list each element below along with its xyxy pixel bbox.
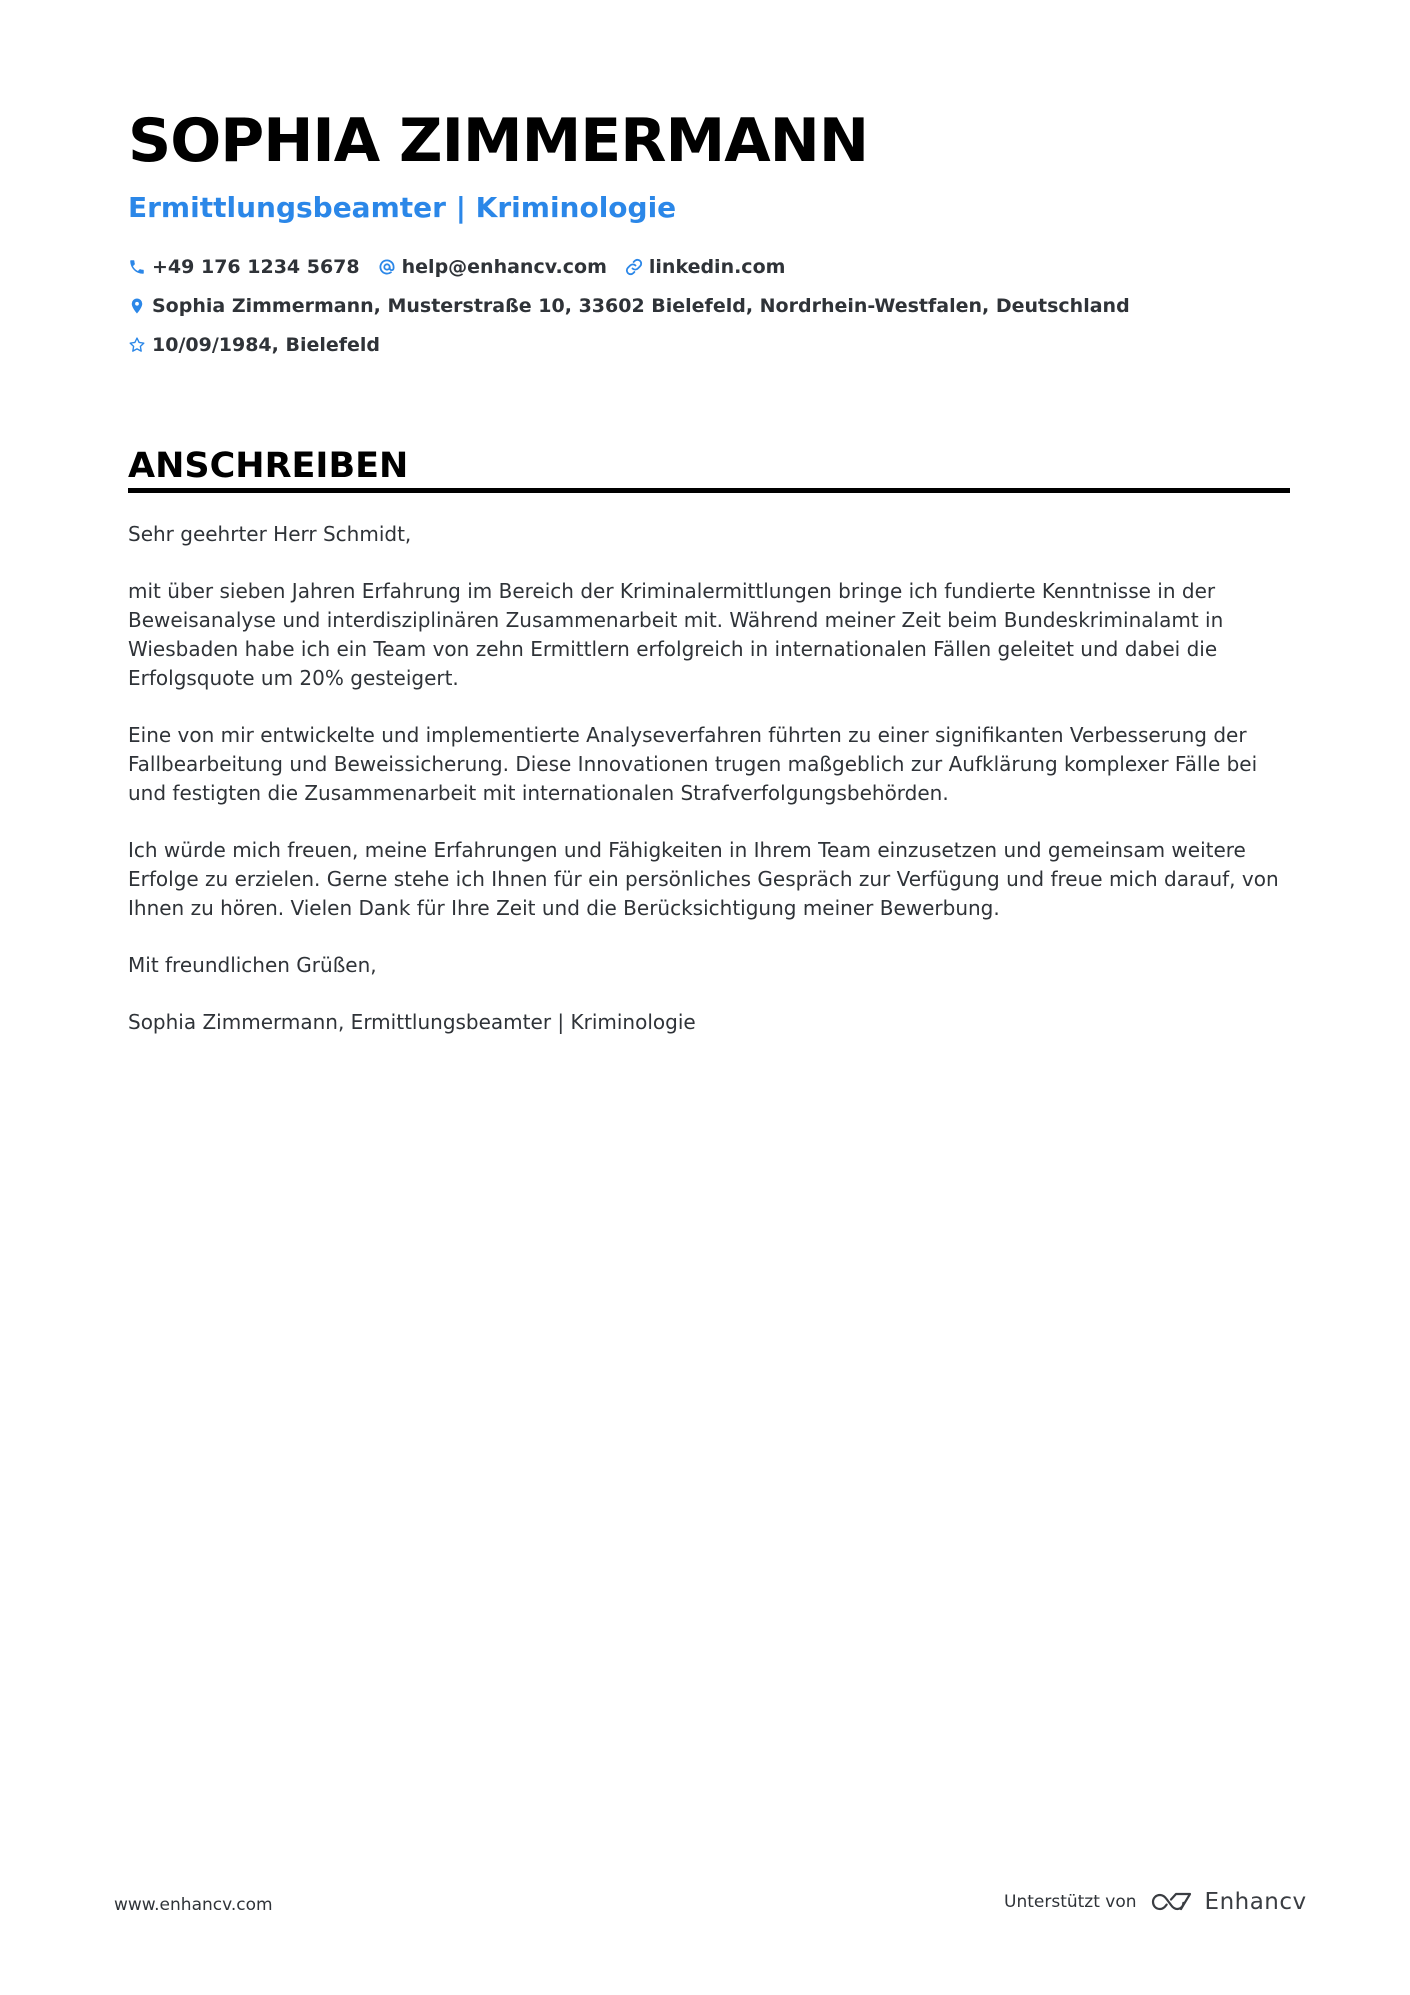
candidate-name: SOPHIA ZIMMERMANN [128, 106, 869, 176]
email-text[interactable]: help@enhancv.com [401, 256, 607, 278]
section-divider [128, 488, 1290, 493]
letter-paragraph: mit über sieben Jahren Erfahrung im Bereich der Kriminalermittlungen bringe ich fundierte Kenntnisse in der Beweisanalyse und interdisziplinären Zusammenarbeit mit. Während meiner Zeit beim Bundeskriminalamt in Wiesbaden habe ich ein Team von zehn Ermittlern erfolgreich in internationalen Fällen geleitet und dabei die Erfolgsquote um 20% gesteigert. [128, 579, 1224, 690]
contact-birth [128, 334, 380, 356]
contact-phone [128, 256, 360, 278]
contact-address [128, 295, 1130, 317]
link-icon [625, 258, 643, 276]
contact-row-primary [128, 256, 803, 278]
contact-row-address [128, 295, 1148, 317]
footer-url[interactable]: www.enhancv.com [114, 1895, 273, 1915]
letter-body [128, 520, 1290, 1065]
phone-icon [128, 258, 146, 276]
letter-paragraph: Eine von mir entwickelte und implementierte Analyseverfahren führten zu einer signifikanten Verbesserung der Fallbearbeitung und Beweissicherung. Diese Innovationen trugen maßgeblich zur Aufklärung komplexer Fälle bei und festigten die Zusammenarbeit mit internationalen Strafverfolgungsbehörden. [128, 723, 1258, 805]
letter-signature: Sophia Zimmermann, Ermittlungsbeamter | Kriminologie [128, 1010, 696, 1034]
section-title: ANSCHREIBEN [128, 446, 409, 486]
linkedin-text[interactable]: linkedin.com [648, 256, 786, 278]
brand-name: Enhancv [1204, 1889, 1307, 1915]
enhancv-logo-icon [1149, 1890, 1195, 1914]
phone-text: +49 176 1234 5678 [152, 256, 360, 278]
letter-paragraph: Ich würde mich freuen, meine Erfahrungen und Fähigkeiten in Ihrem Team einzusetzen und gemeinsam weitere Erfolge zu erzielen. Gerne stehe ich Ihnen für ein persönliches Gespräch zur Verfügung und freue mich darauf, von Ihnen zu hören. Vielen Dank für Ihre Zeit und die Berücksichtigung meiner Bewerbung. [128, 838, 1279, 920]
contact-row-birth [128, 334, 398, 356]
job-title: Ermittlungsbeamter | Kriminologie [128, 191, 677, 224]
at-icon [378, 258, 396, 276]
location-pin-icon [128, 297, 146, 315]
birth-text: 10/09/1984, Bielefeld [152, 334, 381, 356]
contact-email[interactable] [378, 256, 607, 278]
footer-brand[interactable] [1004, 1889, 1307, 1915]
letter-closing: Mit freundlichen Grüßen, [128, 953, 377, 977]
contact-linkedin[interactable] [625, 256, 786, 278]
letter-salutation: Sehr geehrter Herr Schmidt, [128, 522, 412, 546]
address-text: Sophia Zimmermann, Musterstraße 10, 33602 Bielefeld, Nordrhein-Westfalen, Deutschland [152, 295, 1130, 317]
powered-by-label: Unterstützt von [1004, 1892, 1137, 1912]
star-icon [128, 336, 146, 354]
